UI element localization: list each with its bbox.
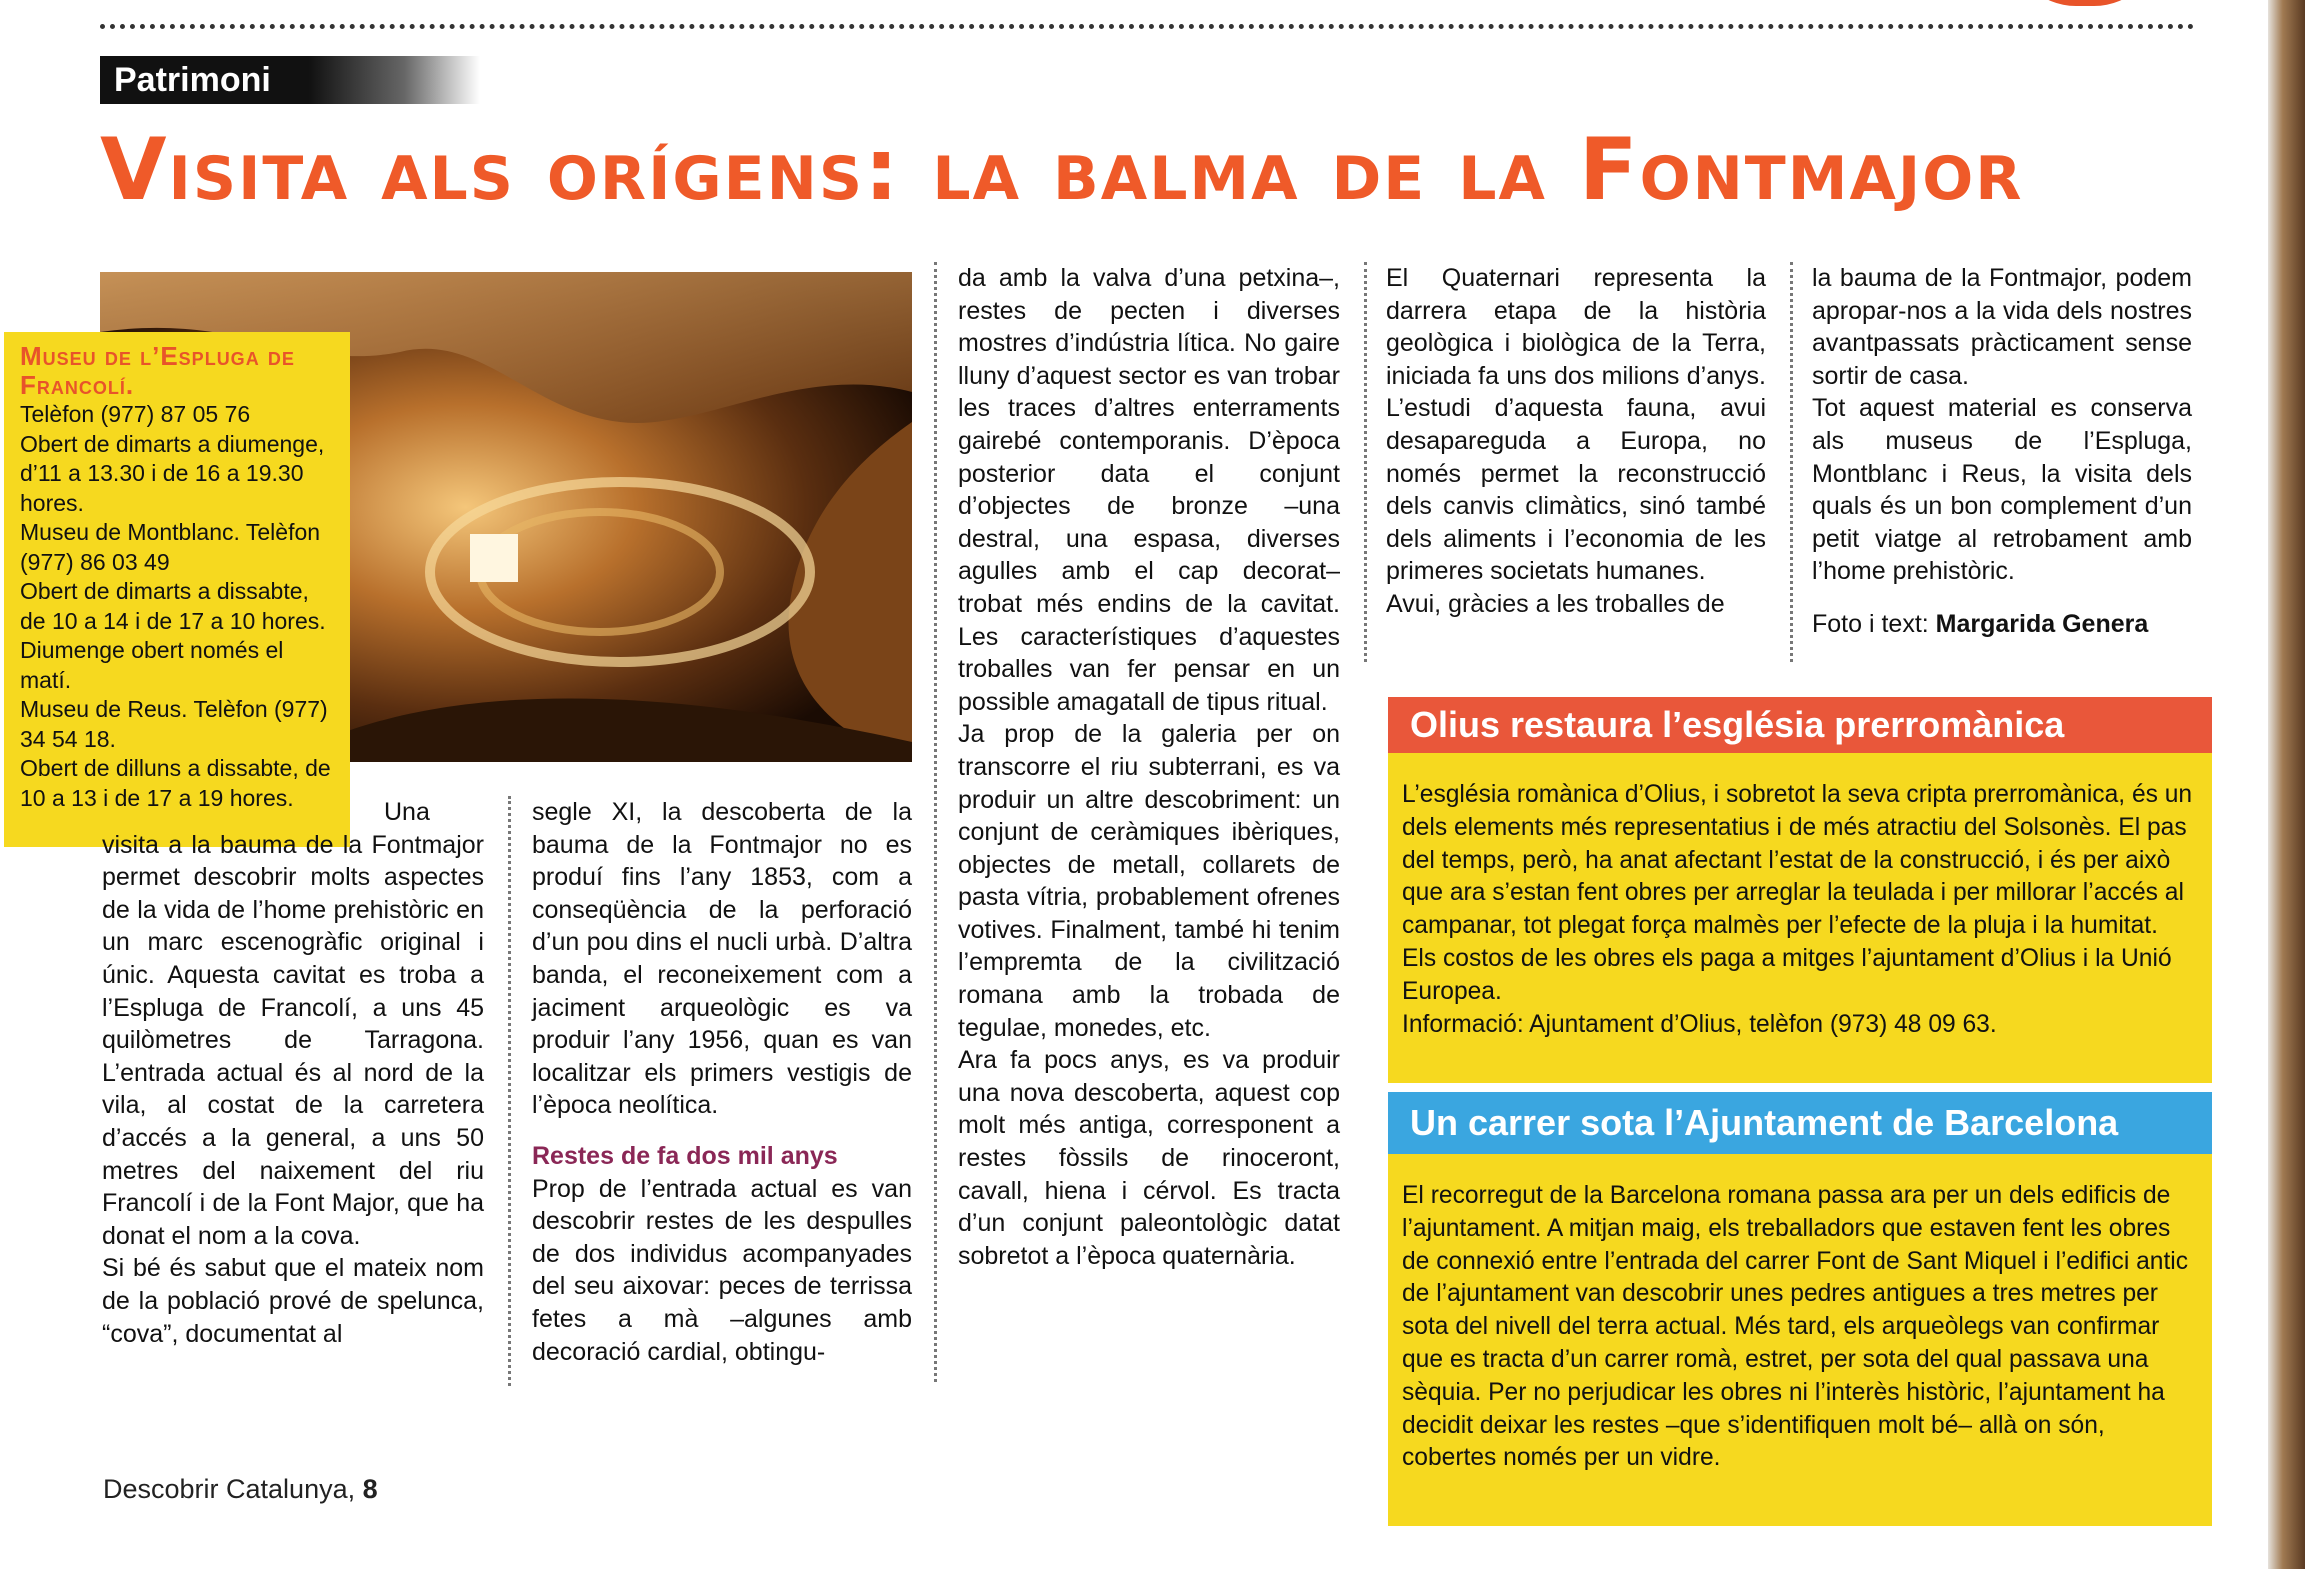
- col3-paragraph-3: Ara fa pocs anys, es va produir una nova descoberta, aquest cop molt més antiga, corresponent a restes fòssils de rinoceront, cavall, hiena i cérvol. Es tracta d’un conjunt paleontològic datat sobretot a l’època quaternària.: [958, 1046, 1340, 1270]
- photo-credit: [1812, 608, 2192, 641]
- credit-label: Foto i text:: [1812, 609, 1929, 638]
- col1-paragraph-2: Si bé és sabut que el mateix nom de la població prové de spelunca, “cova”, documentat al: [102, 1254, 484, 1348]
- box2-text: El recorregut de la Barcelona romana passa ara per un dels edificis de l’ajuntament. A mitjan maig, els treballadors que estaven fent les obres de connexió entre l’entrada del carrer Font de Sant Miquel i l’edifici antic de l’ajuntament van descobrir unes pedres antigues a tres metres per sota del nivell del terra actual. Més tard, els arqueòlegs van confirmar que es tracta d’un carrer romà, estret, per sota del qual passava una sèquia. Per no perjudicar les obres ni l’interès històric, l’ajuntament ha decidit deixar les restes –que s’identifiquen molt bé– allà on són, cobertes només per un vidre.: [1402, 1182, 2189, 1472]
- box1-body: [1388, 753, 2212, 1083]
- col5-paragraph-2: Tot aquest material es conserva als museus de l’Espluga, Montblanc i Reus, la visita dels quals és un bon complement d’un petit viatge al retrobament amb l’home prehistòric.: [1812, 394, 2192, 586]
- info-line: Obert de dimarts a diumenge, d’11 a 13.30 i de 16 a 19.30 hores.: [20, 430, 325, 516]
- footer-magazine: Descobrir Catalunya,: [103, 1474, 356, 1504]
- column-separator: [1790, 262, 1793, 662]
- info-line: Museu de Reus. Telèfon (977) 34 54 18.: [20, 696, 328, 752]
- info-heading: Museu de l’Espluga de Francolí.: [20, 341, 295, 400]
- col4-paragraph-1: El Quaternari representa la darrera etapa de la història geològica i biològica de la Terra, iniciada fa uns dos milions d’anys. L’estudi d’aquesta fauna, avui desapareguda a Europa, no només permet la reconstrucció dels canvis climàtics, sinó també dels aliments i l’economia de les primeres societats humanes.: [1386, 264, 1766, 586]
- col5-paragraph-1: la bauma de la Fontmajor, podem apropar-nos a la vida dels nostres avantpassats pràcticament sense sortir de casa.: [1812, 264, 2192, 390]
- box1-title: Olius restaura l’església prerromànica: [1388, 697, 2212, 753]
- column-2: [532, 796, 912, 1368]
- corner-decoration: [2010, 0, 2160, 6]
- column-4: [1386, 262, 1766, 621]
- info-line: Obert de dilluns a dissabte, de 10 a 13 i de 17 a 19 hores.: [20, 755, 331, 811]
- info-line: Obert de dimarts a dissabte, de 10 a 14 i de 17 a 10 hores. Diumenge obert només el matí.: [20, 578, 326, 693]
- box2-body: [1388, 1154, 2212, 1526]
- column-separator: [1364, 262, 1367, 662]
- box1-info: Informació: Ajuntament d’Olius, telèfon (973) 48 09 63.: [1402, 1010, 1997, 1038]
- col3-paragraph-1: da amb la valva d’una petxina–, restes de pecten i diverses mostres d’indústria lítica. No gaire lluny d’aquest sector es van trobar les traces d’altres enterraments gairebé contemporanis. D’època posterior data el conjunt d’objectes de bronze –una destral, una espasa, diverses agulles amb el cap decorat– trobat més endins de la cavitat. Les característiques d’aquestes troballes van fer pensar en un possible amagatall de tipus ritual.: [958, 264, 1340, 716]
- col3-paragraph-2: Ja prop de la galeria per on transcorre el riu subterrani, es va produir un altre descobriment: un conjunt de ceràmiques ibèriques, objectes de metall, collarets de pasta vítria, probablement ofrenes votives. Finalment, també hi tenim l’empremta de la civilització romana amb la trobada de tegulae, monedes, etc.: [958, 720, 1340, 1042]
- museum-info-box: [4, 332, 350, 847]
- col2-subheading: Restes de fa dos mil anys: [532, 1141, 838, 1170]
- adjacent-page-edge: [2268, 0, 2305, 1569]
- col1-paragraph-1: Una visita a la bauma de la Fontmajor permet descobrir molts aspectes de la vida de l’home prehistòric en un marc escenogràfic original i únic. Aquesta cavitat es troba a l’Espluga de Francolí, a uns 45 quilòmetres de Tarragona. L’entrada actual és al nord de la vila, al costat de la carretera d’accés a la general, a uns 50 metres del naixement del riu Francolí i de la Font Major, que ha donat el nom a la cova.: [102, 798, 484, 1250]
- col4-paragraph-2: Avui, gràcies a les troballes de: [1386, 589, 1725, 618]
- info-line: Museu de Montblanc. Telèfon (977) 86 03 49: [20, 519, 321, 575]
- top-dotted-rule: [100, 24, 2195, 29]
- col2-paragraph-2: Prop de l’entrada actual es van descobrir restes de les despulles de dos individus acompanyades del seu aixovar: peces de terrissa fetes a mà –algunes amb decoració cardial, obtingu-: [532, 1174, 912, 1366]
- box1-text: L’església romànica d’Olius, i sobretot la seva cripta prerromànica, és un dels elements més representatius i de més atractiu del Solsonès. El pas del temps, però, ha anat afectant l’estat de la construcció, i és per això que ara s’estan fent obres per arreglar la teulada i per millorar l’accés al campanar, tot plegat força malmès per l’efecte de la pluja i la humitat. Els costos de les obres els paga a mitges l’ajuntament d’Olius i la Unió Europea.: [1402, 781, 2193, 1005]
- info-line: Telèfon (977) 87 05 76: [20, 401, 251, 427]
- column-1-text: [102, 796, 484, 1350]
- article-title: Visita als orígens: la balma de la Fontmajor: [100, 120, 2024, 220]
- column-separator: [934, 262, 937, 1382]
- section-label: Patrimoni: [100, 56, 480, 104]
- credit-name: Margarida Genera: [1935, 609, 2149, 638]
- column-separator: [508, 796, 511, 1386]
- box2-title: Un carrer sota l’Ajuntament de Barcelona: [1388, 1092, 2212, 1154]
- col2-paragraph-1: segle XI, la descoberta de la bauma de la Fontmajor no es produí fins l’any 1853, com a conseqüència de la perforació d’un pou dins el nucli urbà. D’altra banda, el reconeixement com a jaciment arqueològic es va produir l’any 1956, quan es van localitzar els primers vestigis de l’època neolítica.: [532, 798, 912, 1120]
- page-footer: [103, 1474, 378, 1505]
- page-number: 8: [362, 1474, 378, 1504]
- column-5: [1812, 262, 2192, 641]
- column-3: [958, 262, 1340, 1272]
